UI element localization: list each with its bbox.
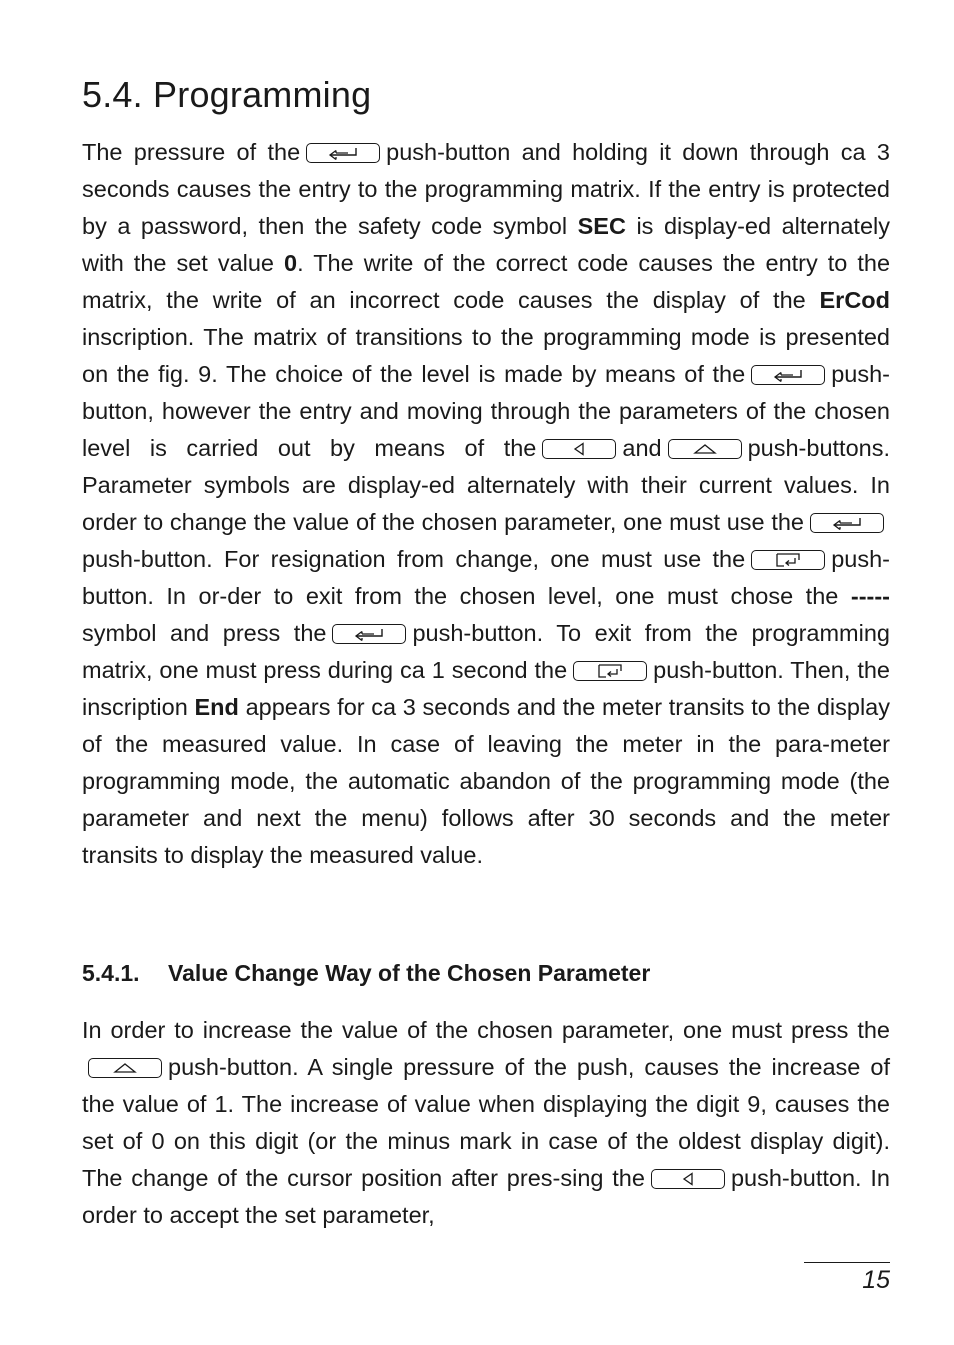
left-button-symbol (651, 1169, 725, 1189)
text-span: push-button. In order to accept the set parameter, (82, 1165, 890, 1228)
text-span: push-button. Then, the inscription (82, 657, 890, 720)
text-span: push-buttons. Parameter symbols are display-ed alternately with their current values. In order to change the value of the chosen parameter, one must use the (82, 435, 890, 535)
escape-button-symbol (573, 661, 647, 681)
left-arrow-icon (571, 442, 587, 456)
value-change-paragraph (82, 1012, 890, 1234)
text-span: is display-ed alternately with the set value (82, 213, 890, 276)
text-span: inscription. The matrix of transitions to the programming mode is presented on the fig. 9. The choice of the level is made by means of the (82, 324, 890, 387)
text-span: push-button, however the entry and moving through the parameters of the chosen level is carried out by means of the (82, 361, 890, 461)
subsection-number: 5.4.1. (82, 960, 140, 986)
enter-icon (771, 368, 805, 382)
up-arrow-icon (112, 1061, 138, 1075)
enter-button-symbol (810, 513, 884, 533)
section-title: 5.4. Programming (82, 74, 372, 115)
end-inscription: End (194, 694, 239, 720)
set-value-zero: 0 (284, 250, 298, 276)
page-number: 15 (862, 1266, 890, 1294)
text-span: and (622, 435, 662, 461)
text-span: In order to increase the value of the chosen parameter, one must press the (82, 1017, 890, 1043)
escape-button-symbol (751, 550, 825, 570)
escape-icon (597, 663, 623, 679)
subsection-title-text: Value Change Way of the Chosen Parameter (168, 960, 651, 986)
left-button-symbol (542, 439, 616, 459)
footer-rule (804, 1262, 890, 1263)
text-span: The pressure of the (82, 139, 301, 165)
escape-icon (775, 552, 801, 568)
text-span: . The write of the correct code causes the entry to the matrix, the write of an incorrect code causes the display of the (82, 250, 891, 313)
enter-icon (352, 627, 386, 641)
ercod-inscription: ErCod (819, 287, 890, 313)
up-button-symbol (668, 439, 742, 459)
text-span: push-button. To exit from the programming matrix, one must press during ca 1 second the (82, 620, 890, 683)
sec-symbol: SEC (577, 213, 626, 239)
left-arrow-icon (680, 1172, 696, 1186)
up-arrow-icon (692, 442, 718, 456)
programming-paragraph (82, 134, 890, 874)
text-span: push-button. In or-der to exit from the chosen level, one must chose the (82, 546, 890, 609)
enter-icon (830, 516, 864, 530)
text-span: push-button. For resignation from change, one must use the (82, 546, 746, 572)
subsection-title (82, 960, 650, 987)
text-span: push-button and holding it down through ca 3 seconds causes the entry to the programming matrix. If the entry is protected by a password, then the safety code symbol (82, 139, 890, 239)
enter-button-symbol (306, 143, 380, 163)
text-span: push-button. A single pressure of the push, causes the increase of the value of 1. The increase of value when displaying the digit 9, causes the set of 0 on this digit (or the minus mark in case of the oldest display digit). The change of the cursor position after pres-sing the (82, 1054, 890, 1191)
enter-button-symbol (332, 624, 406, 644)
text-span: symbol and press the (82, 620, 327, 646)
dash-symbol: ----- (850, 583, 891, 609)
up-button-symbol (88, 1058, 162, 1078)
enter-icon (326, 146, 360, 160)
enter-button-symbol (751, 365, 825, 385)
text-span: appears for ca 3 seconds and the meter transits to the display of the measured value. In case of leaving the meter in the para-meter programming mode, the automatic abandon of the programming mode (the parameter and next the menu) follows after 30 seconds and the meter transits to display the measured value. (82, 694, 890, 868)
